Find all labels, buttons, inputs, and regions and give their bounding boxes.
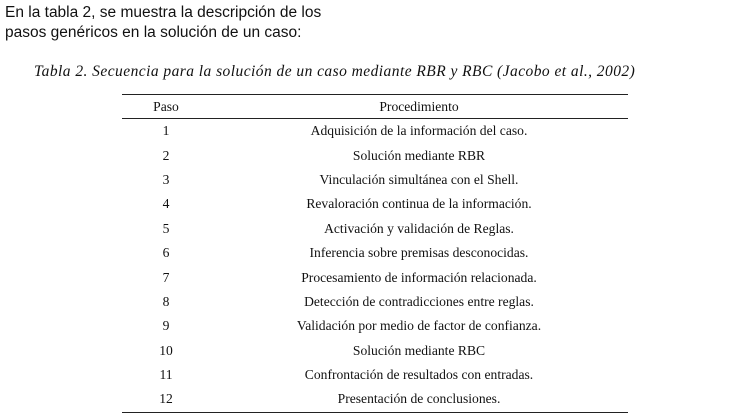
table-row [122, 119, 628, 144]
step-number: 12 [122, 387, 210, 412]
step-description: Activación y validación de Reglas. [324, 220, 514, 236]
table-row [122, 339, 628, 363]
table-row [122, 314, 628, 338]
intro-line-1: En la tabla 2, se muestra la descripción de los [5, 4, 322, 21]
table-row [122, 265, 628, 289]
table-row [122, 168, 628, 192]
step-description: Solución mediante RBR [352, 147, 486, 163]
intro-line-2: pasos genéricos en la solución de un caso: [5, 24, 302, 41]
step-number: 8 [162, 293, 170, 309]
step-description: Solución mediante RBC [352, 342, 486, 358]
step-description: Procesamiento de información relacionada. [301, 269, 537, 285]
step-description: Adquisición de la información del caso. [310, 123, 528, 139]
table-row [122, 192, 628, 216]
step-description: Vinculación simultánea con el Shell. [319, 171, 519, 187]
step-description: Presentación de conclusiones. [210, 387, 628, 412]
header-row [122, 95, 628, 119]
step-description: Detección de contradicciones entre reglas. [304, 293, 534, 309]
procedure-table [122, 94, 628, 413]
table-body [122, 119, 628, 413]
step-number: 3 [162, 171, 170, 187]
header-procedimiento: Procedimiento [210, 95, 628, 119]
table-row [122, 387, 628, 412]
table-caption: Tabla 2. Secuencia para la solución de un caso mediante RBR y RBC (Jacobo et al., 2002) [34, 63, 636, 80]
table-header [122, 95, 628, 119]
step-number: 11 [159, 367, 173, 383]
step-number: 2 [162, 147, 170, 163]
intro-paragraph [5, 3, 425, 43]
step-number: 9 [162, 318, 170, 334]
table-row [122, 217, 628, 241]
step-number: 6 [162, 245, 170, 261]
table-row [122, 143, 628, 167]
step-number: 5 [162, 220, 170, 236]
step-number: 10 [159, 342, 173, 358]
step-description: Inferencia sobre premisas desconocidas. [309, 245, 529, 261]
header-paso: Paso [122, 95, 210, 119]
step-description: Revaloración continua de la información. [306, 196, 532, 212]
table-row [122, 290, 628, 314]
step-description: Confrontación de resultados con entradas. [304, 367, 534, 383]
step-number: 7 [162, 269, 170, 285]
step-description: Validación por medio de factor de confianza. [296, 318, 542, 334]
step-number: 4 [162, 196, 170, 212]
step-number: 1 [162, 123, 170, 139]
table-row [122, 241, 628, 265]
table-row [122, 363, 628, 387]
